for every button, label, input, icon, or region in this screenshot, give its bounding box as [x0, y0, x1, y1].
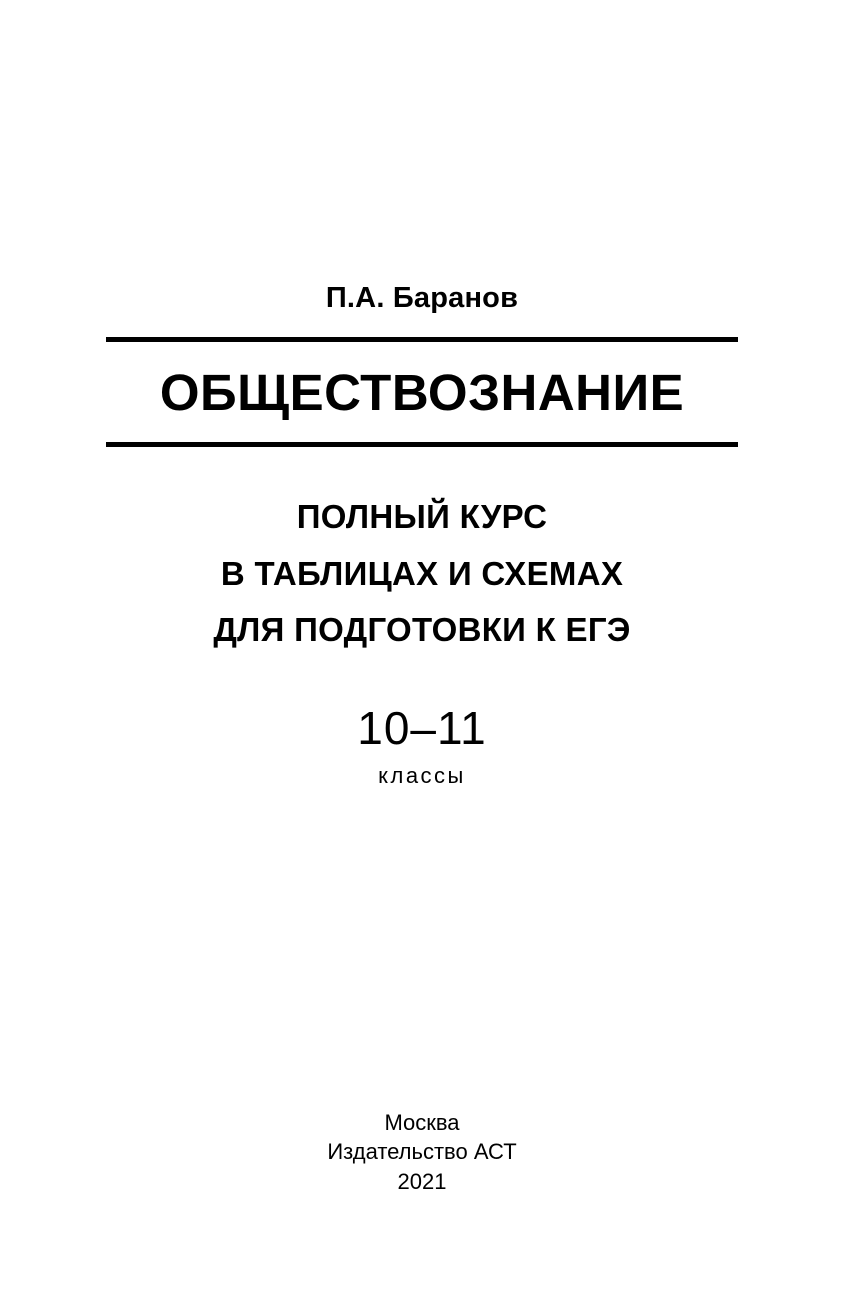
subtitle-line-2: В ТАБЛИЦАХ И СХЕМАХ [220, 554, 624, 592]
grade-label: классы [378, 763, 466, 789]
divider-bottom [106, 442, 738, 447]
author-name: П.А. Баранов [325, 282, 519, 314]
subtitle-line-3: ДЛЯ ПОДГОТОВКИ К ЕГЭ [213, 611, 631, 649]
imprint-year: 2021 [397, 1168, 447, 1194]
subtitle-line-1: ПОЛНЫЙ КУРС [296, 497, 548, 535]
grade-range: 10–11 [357, 702, 487, 755]
imprint-city: Москва [384, 1110, 460, 1135]
page-title: ОБЩЕСТВОЗНАНИЕ [159, 363, 685, 421]
subtitle-block [0, 489, 844, 659]
title-block [0, 283, 844, 789]
imprint-publisher: Издательство АСТ [327, 1139, 517, 1165]
imprint-block [0, 1108, 844, 1196]
